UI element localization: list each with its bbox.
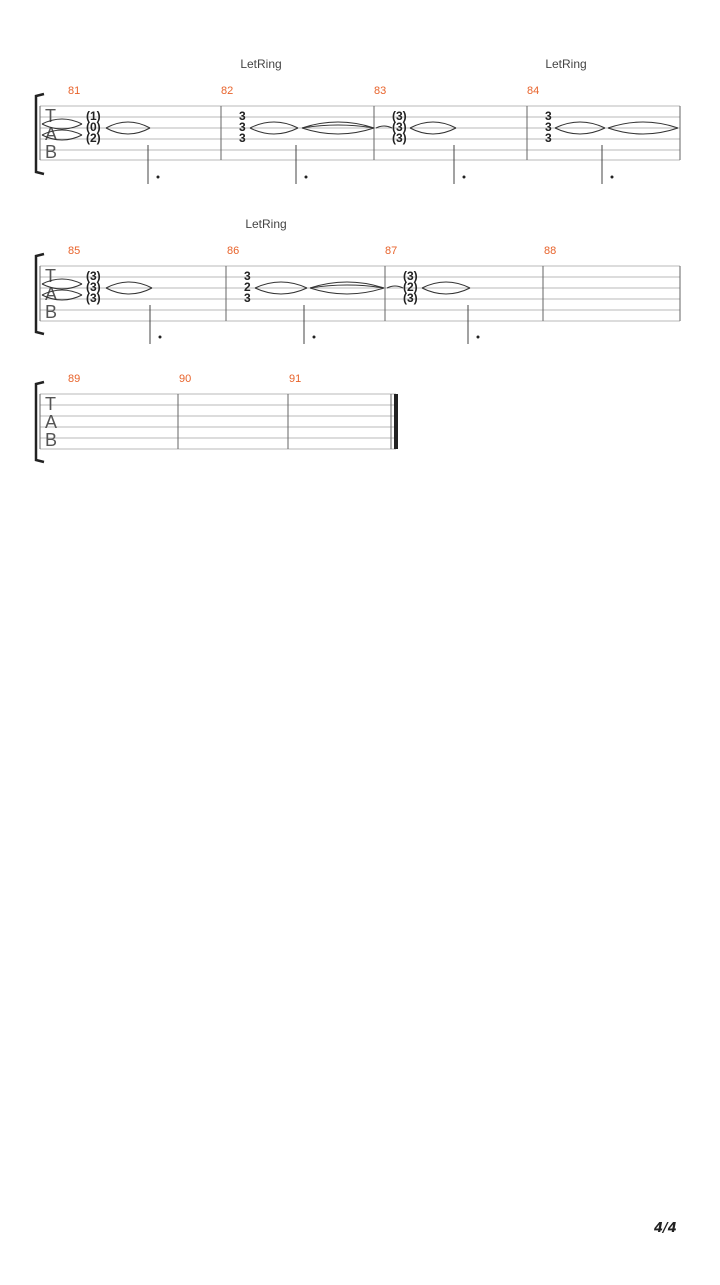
tab-clef — [45, 394, 57, 450]
rhythm-dots — [159, 336, 480, 339]
svg-text:(1): (1) — [86, 109, 101, 123]
svg-text:(2): (2) — [403, 280, 418, 294]
system-3 — [36, 373, 398, 462]
tie-arcs — [42, 119, 678, 140]
tab-clef — [45, 106, 57, 162]
system-1 — [36, 57, 680, 184]
barlines — [40, 394, 391, 449]
measure-number: 81 — [68, 85, 81, 97]
tab-clef — [45, 266, 57, 322]
svg-text:3: 3 — [239, 120, 246, 134]
measure-number: 88 — [544, 245, 557, 257]
measure-number: 85 — [68, 245, 81, 257]
svg-text:(3): (3) — [392, 131, 407, 145]
svg-text:(3): (3) — [392, 109, 407, 123]
svg-text:T: T — [45, 394, 56, 414]
note-stems — [150, 305, 468, 344]
svg-text:(3): (3) — [86, 280, 101, 294]
measure-number: 87 — [385, 245, 398, 257]
svg-text:3: 3 — [545, 109, 552, 123]
final-barline — [394, 394, 398, 449]
svg-text:(3): (3) — [86, 291, 101, 305]
rhythm-dots — [157, 176, 614, 179]
fret-numbers — [86, 109, 552, 145]
svg-text:(3): (3) — [403, 269, 418, 283]
measure-number: 91 — [289, 373, 302, 385]
staff-lines — [40, 394, 396, 449]
svg-text:A: A — [45, 412, 58, 432]
svg-text:(3): (3) — [392, 120, 407, 134]
measure-number: 90 — [179, 373, 192, 385]
svg-text:3: 3 — [239, 109, 246, 123]
svg-text:3: 3 — [545, 131, 552, 145]
svg-text:B: B — [45, 302, 58, 322]
measure-number: 82 — [221, 85, 234, 97]
svg-text:(3): (3) — [86, 269, 101, 283]
system-2 — [36, 217, 680, 344]
svg-text:(0): (0) — [86, 120, 101, 134]
svg-text:A: A — [45, 284, 58, 304]
measure-number: 89 — [68, 373, 81, 385]
note-stems — [148, 145, 602, 184]
svg-text:B: B — [45, 430, 58, 450]
let-ring-label: LetRing — [545, 57, 587, 71]
let-ring-label: LetRing — [240, 57, 282, 71]
let-ring-label: LetRing — [245, 217, 287, 231]
measure-number: 83 — [374, 85, 387, 97]
svg-text:T: T — [45, 266, 56, 286]
svg-text:(3): (3) — [403, 291, 418, 305]
svg-text:3: 3 — [239, 131, 246, 145]
svg-text:2: 2 — [244, 280, 251, 294]
svg-text:T: T — [45, 106, 56, 126]
fret-numbers — [86, 269, 418, 305]
svg-text:3: 3 — [545, 120, 552, 134]
svg-text:3: 3 — [244, 291, 251, 305]
svg-text:A: A — [45, 124, 58, 144]
svg-text:B: B — [45, 142, 58, 162]
svg-text:3: 3 — [244, 269, 251, 283]
page-number: 4/4 — [654, 1221, 677, 1236]
measure-number: 86 — [227, 245, 240, 257]
svg-text:(2): (2) — [86, 131, 101, 145]
measure-number: 84 — [527, 85, 540, 97]
